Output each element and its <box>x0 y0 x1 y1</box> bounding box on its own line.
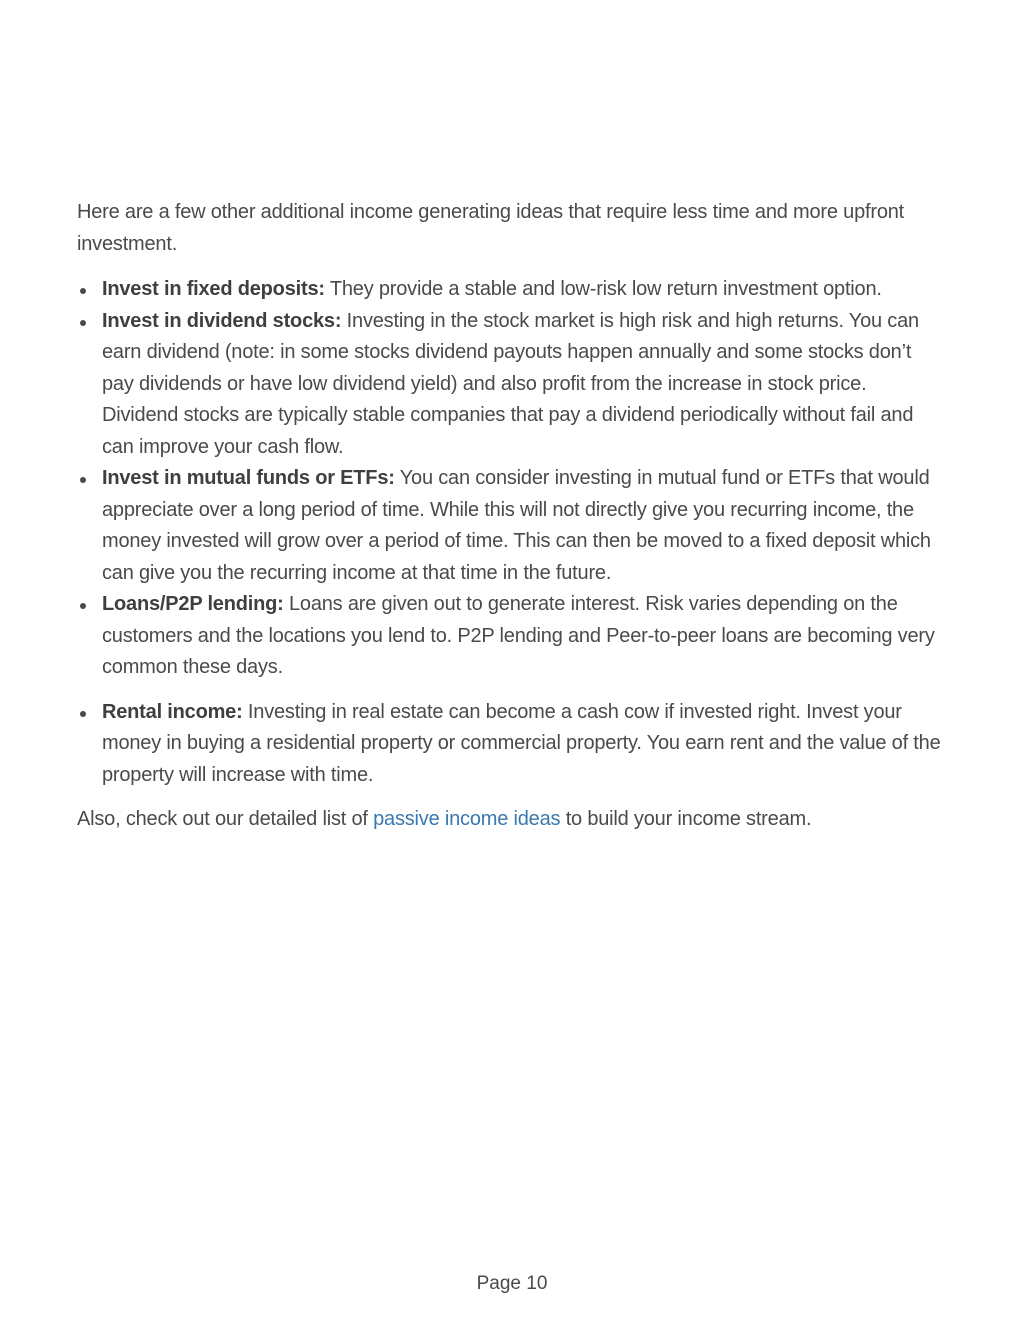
list-item-text: Investing in the stock market is high risk and high returns. You can earn dividend (note: in some stocks dividend payouts happen annually and some stocks don’t pay dividends or have low dividend yield) and also profit from the increase in stock price. Dividend stocks are typically stable companies that pay a dividend periodically without fail and can improve your cash flow. <box>102 309 919 458</box>
document-body <box>77 197 947 836</box>
outro-paragraph <box>77 804 947 836</box>
list-item <box>77 306 947 464</box>
bullet-icon <box>80 320 86 326</box>
list-item <box>77 463 947 589</box>
income-ideas-list <box>77 274 947 791</box>
list-item-term: Invest in fixed deposits: <box>102 278 325 300</box>
list-item <box>77 589 947 684</box>
outro-text-after: to build your income stream. <box>565 808 812 830</box>
bullet-icon <box>80 603 86 609</box>
bullet-icon <box>80 477 86 483</box>
list-item-term: Rental income: <box>102 700 243 723</box>
list-item <box>77 274 947 306</box>
list-item-term: Invest in mutual funds or ETFs: <box>102 467 395 489</box>
bullet-icon <box>80 711 86 717</box>
list-item-term: Invest in dividend stocks: <box>102 309 342 332</box>
bullet-icon <box>80 288 86 294</box>
passive-income-ideas-link[interactable]: passive income ideas <box>373 808 561 830</box>
list-item-text: They provide a stable and low-risk low return investment option. <box>329 278 882 300</box>
intro-paragraph: Here are a few other additional income generating ideas that require less time and more upfront investment. <box>77 201 905 255</box>
list-item-term: Loans/P2P lending: <box>102 593 284 615</box>
list-item-text: Loans are given out to generate interest. Risk varies depending on the customers and the locations you lend to. P2P lending and Peer-to-peer loans are becoming very common these days. <box>102 593 935 678</box>
list-item <box>77 697 947 792</box>
list-item-text: You can consider investing in mutual fund or ETFs that would appreciate over a long period of time. While this will not directly give you recurring income, the money invested will grow over a period of time. This can then be moved to a fixed deposit which can give you the recurring income at that time in the future. <box>102 467 931 584</box>
outro-text-before: Also, check out our detailed list of <box>77 808 368 830</box>
page-number: Page 10 <box>476 1273 548 1294</box>
list-item-text: Investing in real estate can become a cash cow if invested right. Invest your money in buying a residential property or commercial property. You earn rent and the value of the property will increase with time. <box>102 700 941 786</box>
